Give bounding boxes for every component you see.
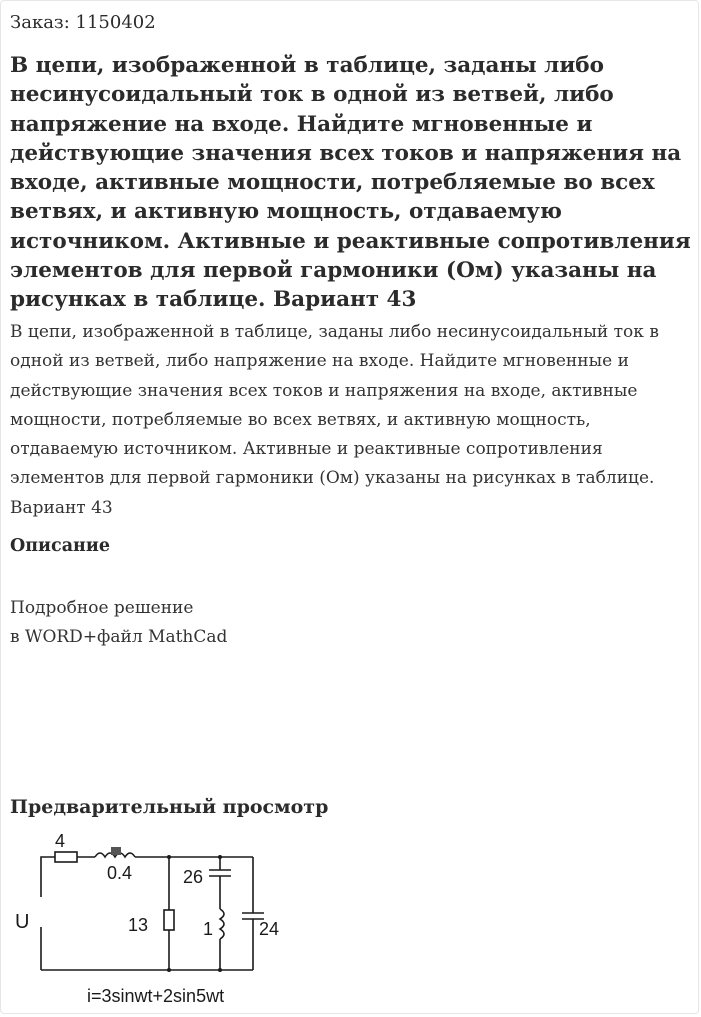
description-line-1: Подробное решение (10, 598, 194, 618)
description-line-2: в WORD+файл MathCad (10, 627, 228, 647)
circuit-label-c-branch2: 26 (183, 867, 204, 887)
circuit-node-top-2 (218, 855, 222, 859)
preview-image[interactable] (1, 827, 321, 1013)
circuit-node-bottom-2 (218, 968, 222, 972)
circuit-inductor-branch2 (220, 909, 224, 939)
circuit-label-c-branch3: 24 (259, 919, 280, 939)
circuit-label-current: i=3sinwt+2sin5wt (87, 986, 225, 1006)
circuit-label-r-branch1: 13 (128, 915, 149, 935)
circuit-wire-top-left (41, 857, 55, 897)
preview-heading: Предварительный просмотр (10, 796, 329, 818)
circuit-resistor-series (55, 852, 77, 862)
circuit-label-l-branch2: 1 (203, 919, 214, 939)
circuit-label-r-series: 4 (55, 831, 66, 851)
description-heading: Описание (10, 536, 110, 556)
page-title: В цепи, изображенной в таблице, заданы либо несинусоидальный ток в одной из ветвей, либо напряжение на входе. Найдите мгновенные и действующие значения всех токов и напряжения на входе, активные мощности, потребляемые во всех ветвях, и активную мощность, отдаваемую источником. Активные и реактивные сопротивления элементов для первой гармоники (Ом) указаны на рисунках в таблице. Вариант 43 (10, 53, 691, 313)
circuit-label-l-series: 0.4 (107, 863, 133, 883)
circuit-inductor-core-mark (111, 847, 121, 855)
order-number: Заказ: 1150402 (10, 12, 156, 33)
circuit-label-source: U (15, 911, 30, 933)
circuit-node-bottom-1 (167, 968, 171, 972)
circuit-node-top-1 (167, 855, 171, 859)
circuit-resistor-branch1 (164, 910, 174, 930)
circuit-diagram (1, 827, 321, 1013)
task-text: В цепи, изображенной в таблице, заданы либо несинусоидальный ток в одной из ветвей, либо напряжение на входе. Найдите мгновенные и действующие значения всех токов и напряжения на входе, активные мощности, потребляемые во всех ветвях, и активную мощность, отдаваемую источником. Активные и реактивные сопротивления элементов для первой гармоники (Ом) указаны на рисунках в таблице. Вариант 43 (10, 322, 659, 518)
